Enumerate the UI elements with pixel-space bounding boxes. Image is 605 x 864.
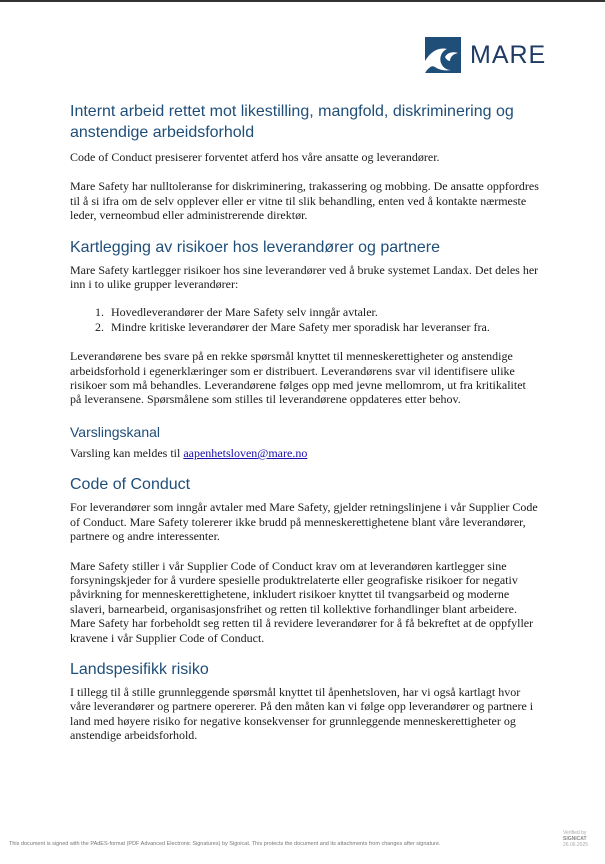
verified-stamp [563, 830, 603, 848]
list-item: 1. Hovedleverandører der Mare Safety selv inngår avtaler. [107, 305, 540, 319]
heading-whistleblowing: Varslingskanal [70, 423, 161, 440]
paragraph: Mare Safety stiller i vår Supplier Code of Conduct krav om at leverandøren kartlegger sine forsyningskjeder for å vurdere spesielle produktrelaterte eller geografiske risikoer for negativ påvirkning for menneskerettighetene, inkludert risikoer knyttet til tvangsarbeid og moderne slaveri, barnearbeid, organisasjonsfrihet og retten til kollektive forhandlinger blant arbeidere. Mare Safety har forbeholdt seg retten til å revidere leverandører for å få bekreftet at de oppfyller kravene i vår Supplier Code of Conduct. [70, 558, 534, 645]
mare-logo [425, 37, 546, 73]
paragraph: For leverandører som inngår avtaler med Mare Safety, gjelder retningslinjene i vår Supplier Code of Conduct. Mare Safety tolererer ikke brudd på menneskerettighetene blant våre leverandører, partnere og andre interessenter. [70, 500, 538, 544]
heading-internal-work: Internt arbeid rettet mot likestilling, mangfold, diskriminering og anstendige arbeidsforhold [70, 103, 514, 141]
heading-country-risk: Landspesifikk risiko [70, 660, 209, 678]
paragraph: Leverandørene bes svare på en rekke spørsmål knyttet til menneskerettigheter og anstendige arbeidsforhold i egenerklæringer som er distribuert. Leverandørens svar vil identifisere ulike risikoer som må behandles. Leverandørene følges opp med jevne mellomrom, ut fra kritikalitet på leveransene. Spørsmålene som stilles til leverandørene oppdateres etter behov. [70, 349, 526, 407]
paragraph: I tillegg til å stille grunnleggende spørsmål knyttet til åpenhetsloven, har vi også kartlagt hvor våre leverandører og partnere opererer. På den måten kan vi følge opp leverandører og partnere i land med høyere risiko for negative konsekvenser for grunnleggende menneskerettigheter og anstendige arbeidsforhold. [70, 684, 534, 743]
paragraph: Code of Conduct presiserer forventet atferd hos våre ansatte og leverandører. [70, 150, 440, 164]
verified-label: Verified by [563, 830, 587, 836]
paragraph: Mare Safety kartlegger risikoer hos sine leverandører ved å bruke systemet Landax. Det deles her inn i to ulike grupper leverandører: [70, 262, 539, 292]
logo-text: MARE [470, 40, 547, 69]
email-link[interactable]: aapenhetsloven@mare.no [183, 445, 308, 460]
list-item: 2. Mindre kritiske leverandører der Mare Safety mer sporadisk har leveranser fra. [107, 320, 540, 334]
signature-note: This document is signed with the PAdES-format (PDF Advanced Electronic Signatures) by Signicat. This protects the document and its attachments from changes after signature. [9, 841, 441, 847]
heading-risk-mapping: Kartlegging av risikoer hos leverandører og partnere [70, 238, 440, 256]
top-border [0, 0, 605, 2]
verified-date: 26.06.2025 [563, 842, 589, 848]
document-body [70, 101, 540, 743]
paragraph: Mare Safety har nulltoleranse for diskriminering, trakassering og mobbing. De ansatte oppfordres til å si ifra om de selv opplever eller er vitne til slik behandling, enten ved å kontakte nærmeste leder, verneombud eller administrerende direktør. [70, 179, 539, 223]
heading-code-of-conduct: Code of Conduct [70, 476, 191, 494]
wave-logo-icon [425, 37, 461, 73]
verified-brand: SIGNICAT [563, 836, 587, 842]
whistleblowing-text: Varsling kan meldes til aapenhetsloven@mare.no [70, 445, 308, 460]
supplier-group-list [70, 305, 540, 334]
